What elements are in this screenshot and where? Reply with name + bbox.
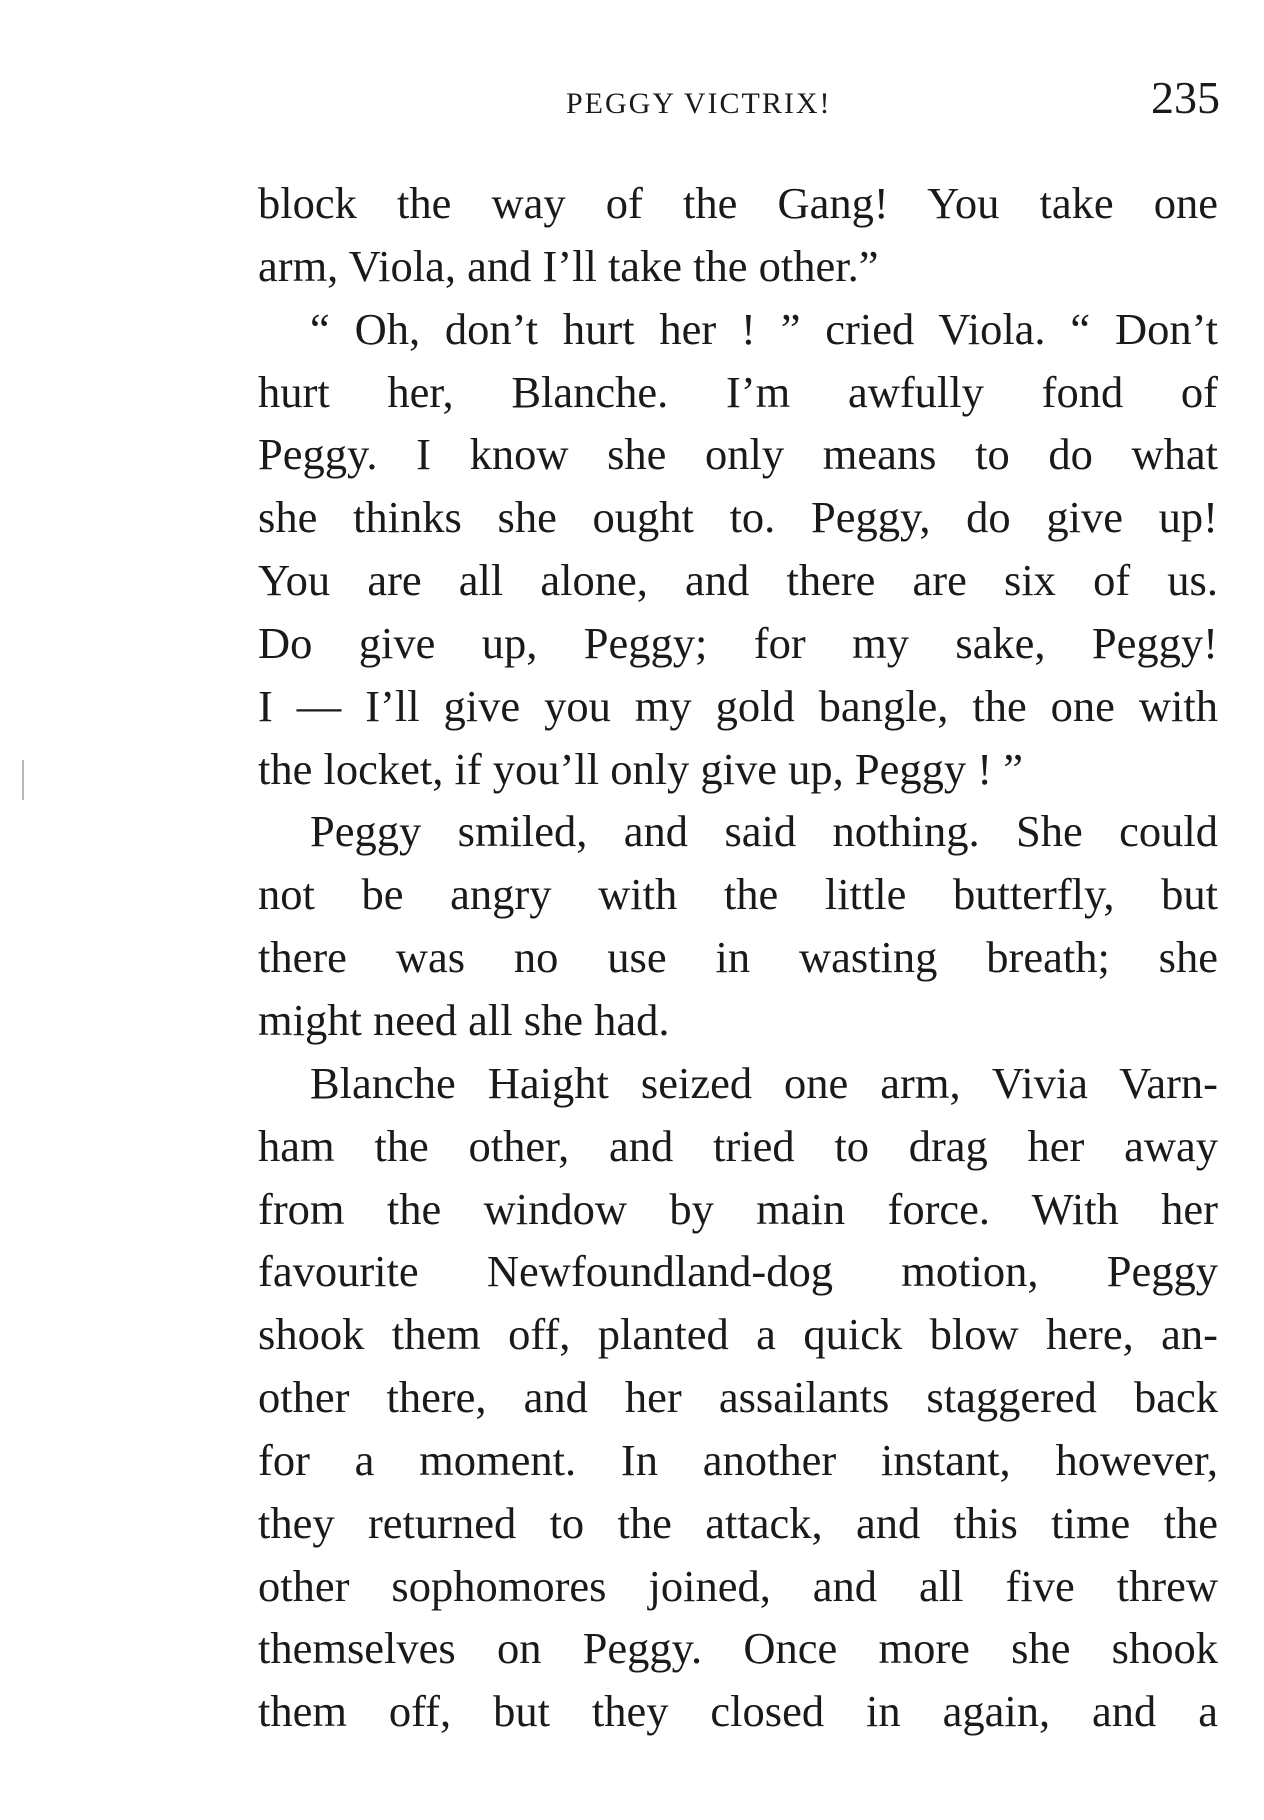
text-line: might need all she had.: [258, 994, 670, 1045]
body-text: [258, 172, 1218, 1743]
margin-mark: [22, 760, 24, 800]
text-line: for a moment. In another instant, however,: [258, 1434, 1218, 1485]
text-line: arm, Viola, and I’ll take the other.”: [258, 240, 879, 291]
running-head-title: PEGGY VICTRIX!: [566, 87, 832, 120]
text-line: other there, and her assailants staggered back: [258, 1372, 1218, 1423]
text-line: she thinks she ought to. Peggy, do give up!: [258, 492, 1218, 543]
text-line: shook them off, planted a quick blow here, an-: [258, 1309, 1218, 1360]
text-line: ham the other, and tried to drag her away: [258, 1120, 1218, 1171]
text-line: themselves on Peggy. Once more she shook: [258, 1623, 1218, 1674]
text-line: You are all alone, and there are six of us.: [258, 555, 1218, 606]
text-line: I — I’ll give you my gold bangle, the one with: [258, 680, 1218, 731]
text-line: Peggy smiled, and said nothing. She could: [310, 806, 1218, 857]
text-line: “ Oh, don’t hurt her ! ” cried Viola. “ Don’t: [310, 303, 1218, 354]
text-line: favourite Newfoundland-dog motion, Peggy: [258, 1246, 1218, 1297]
text-line: the locket, if you’ll only give up, Peggy ! ”: [258, 743, 1023, 794]
text-line: Peggy. I know she only means to do what: [258, 429, 1218, 480]
text-line: Do give up, Peggy; for my sake, Peggy!: [258, 617, 1218, 668]
page-number: 235: [1151, 72, 1220, 123]
text-line: them off, but they closed in again, and a: [258, 1686, 1218, 1737]
text-line: hurt her, Blanche. I’m awfully fond of: [258, 366, 1218, 417]
text-line: there was no use in wasting breath; she: [258, 932, 1218, 983]
text-line: they returned to the attack, and this time the: [258, 1497, 1218, 1548]
text-line: other sophomores joined, and all five threw: [258, 1560, 1218, 1611]
text-line: block the way of the Gang! You take one: [258, 178, 1218, 228]
text-line: not be angry with the little butterfly, but: [258, 869, 1218, 920]
text-line: from the window by main force. With her: [258, 1183, 1218, 1234]
text-line: Blanche Haight seized one arm, Vivia Varn-: [310, 1057, 1218, 1108]
